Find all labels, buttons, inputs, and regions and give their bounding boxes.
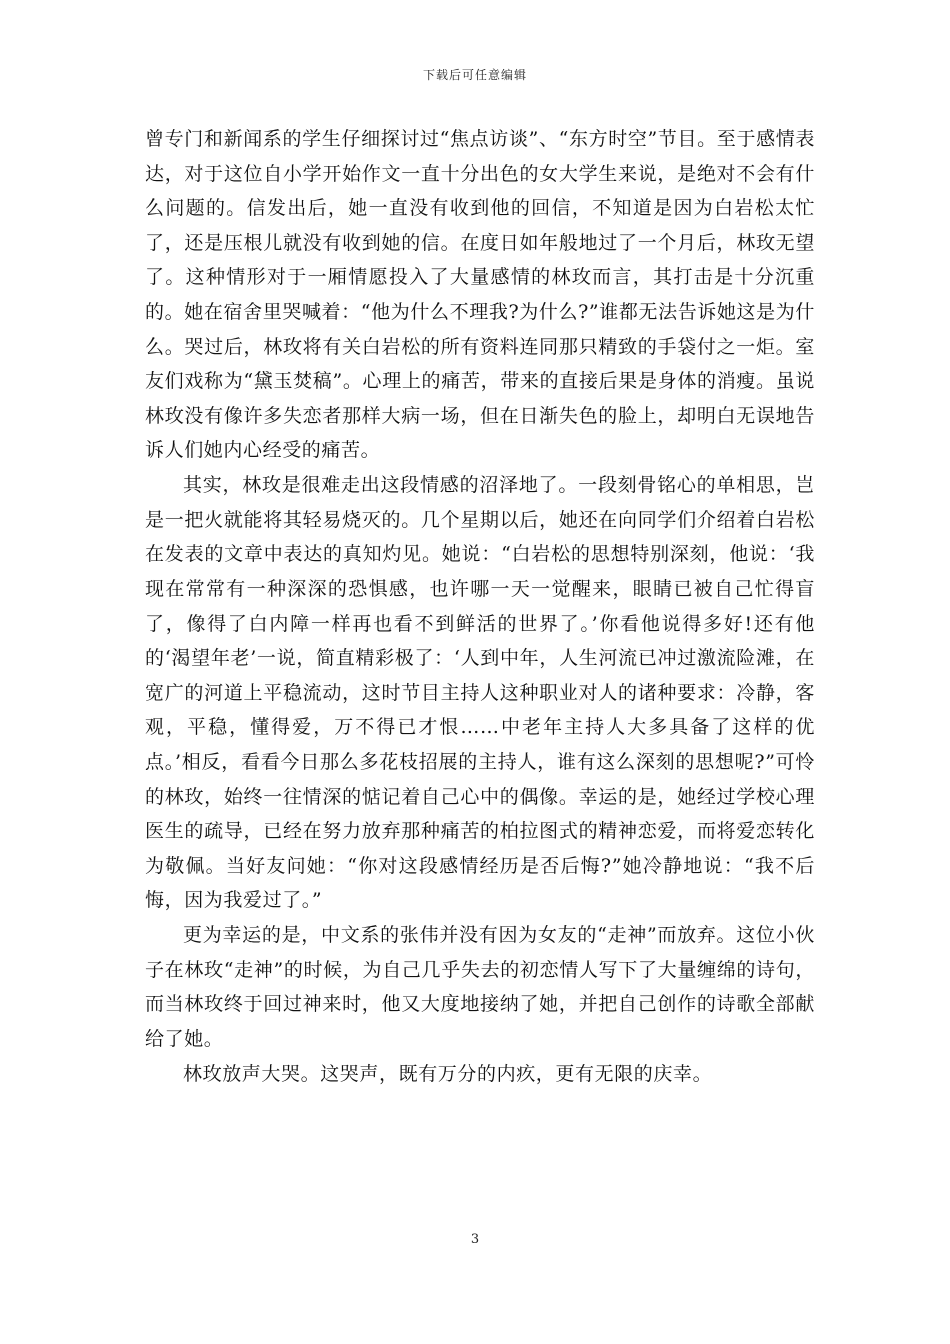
page-header: 下载后可任意编辑 [422,68,527,82]
document-body [145,122,815,1092]
paragraph-3: 更为幸运的是，中文系的张伟并没有因为女友的“走神”而放弃。这位小伙子在林玫“走神”的时候，为自己几乎失去的初恋情人写下了大量缠绵的诗句，而当林玫终于回过神来时，他又大度地接纳了她，并把自己创作的诗歌全部献给了她。 [145,924,815,1051]
paragraph-2: 其实，林玫是很难走出这段情感的沼泽地了。一段刻骨铭心的单相思，岂是一把火就能将其轻易烧灭的。几个星期以后，她还在向同学们介绍着白岩松在发表的文章中表达的真知灼见。她说：“白岩松的思想特别深刻，他说：‘我现在常常有一种深深的恐惧感，也许哪一天一觉醒来，眼睛已被自己忙得盲了，像得了白内障一样再也看不到鲜活的世界了。’你看他说得多好!还有他的‘渴望年老’一说，简直精彩极了：‘人到中年，人生河流已冲过激流险滩，在宽广的河道上平稳流动，这时节目主持人这种职业对人的诸种要求：冷静，客观，平稳，懂得爱，万不得已才恨……中老年主持人大多具备了这样的优点。’相反，看看今日那么多花枝招展的主持人，谁有这么深刻的思想呢?”可怜的林玫，始终一往情深的惦记着自己心中的偶像。幸运的是，她经过学校心理医生的疏导，已经在努力放弃那种痛苦的柏拉图式的精神恋爱，而将爱恋转化为敬佩。当好友问她：“你对这段感情经历是否后悔?”她冷静地说：“我不后悔，因为我爱过了。” [145,474,815,912]
paragraph-4: 林玫放声大哭。这哭声，既有万分的内疚，更有无限的庆幸。 [183,1062,713,1085]
paragraph-1: 曾专门和新闻系的学生仔细探讨过“焦点访谈”、“东方时空”节目。至于感情表达，对于这位自小学开始作文一直十分出色的女大学生来说，是绝对不会有什么问题的。信发出后，她一直没有收到他的回信，不知道是因为白岩松太忙了，还是压根儿就没有收到她的信。在度日如年般地过了一个月后，林玫无望了。这种情形对于一厢情愿投入了大量感情的林玫而言，其打击是十分沉重的。她在宿舍里哭喊着：“他为什么不理我?为什么?”谁都无法告诉她这是为什么。哭过后，林玫将有关白岩松的所有资料连同那只精致的手袋付之一炬。室友们戏称为“黛玉焚稿”。心理上的痛苦，带来的直接后果是身体的消瘦。虽说林玫没有像许多失恋者那样大病一场，但在日渐失色的脸上，却明白无误地告诉人们她内心经受的痛苦。 [145,128,815,462]
page-number: 3 [470,1232,480,1247]
